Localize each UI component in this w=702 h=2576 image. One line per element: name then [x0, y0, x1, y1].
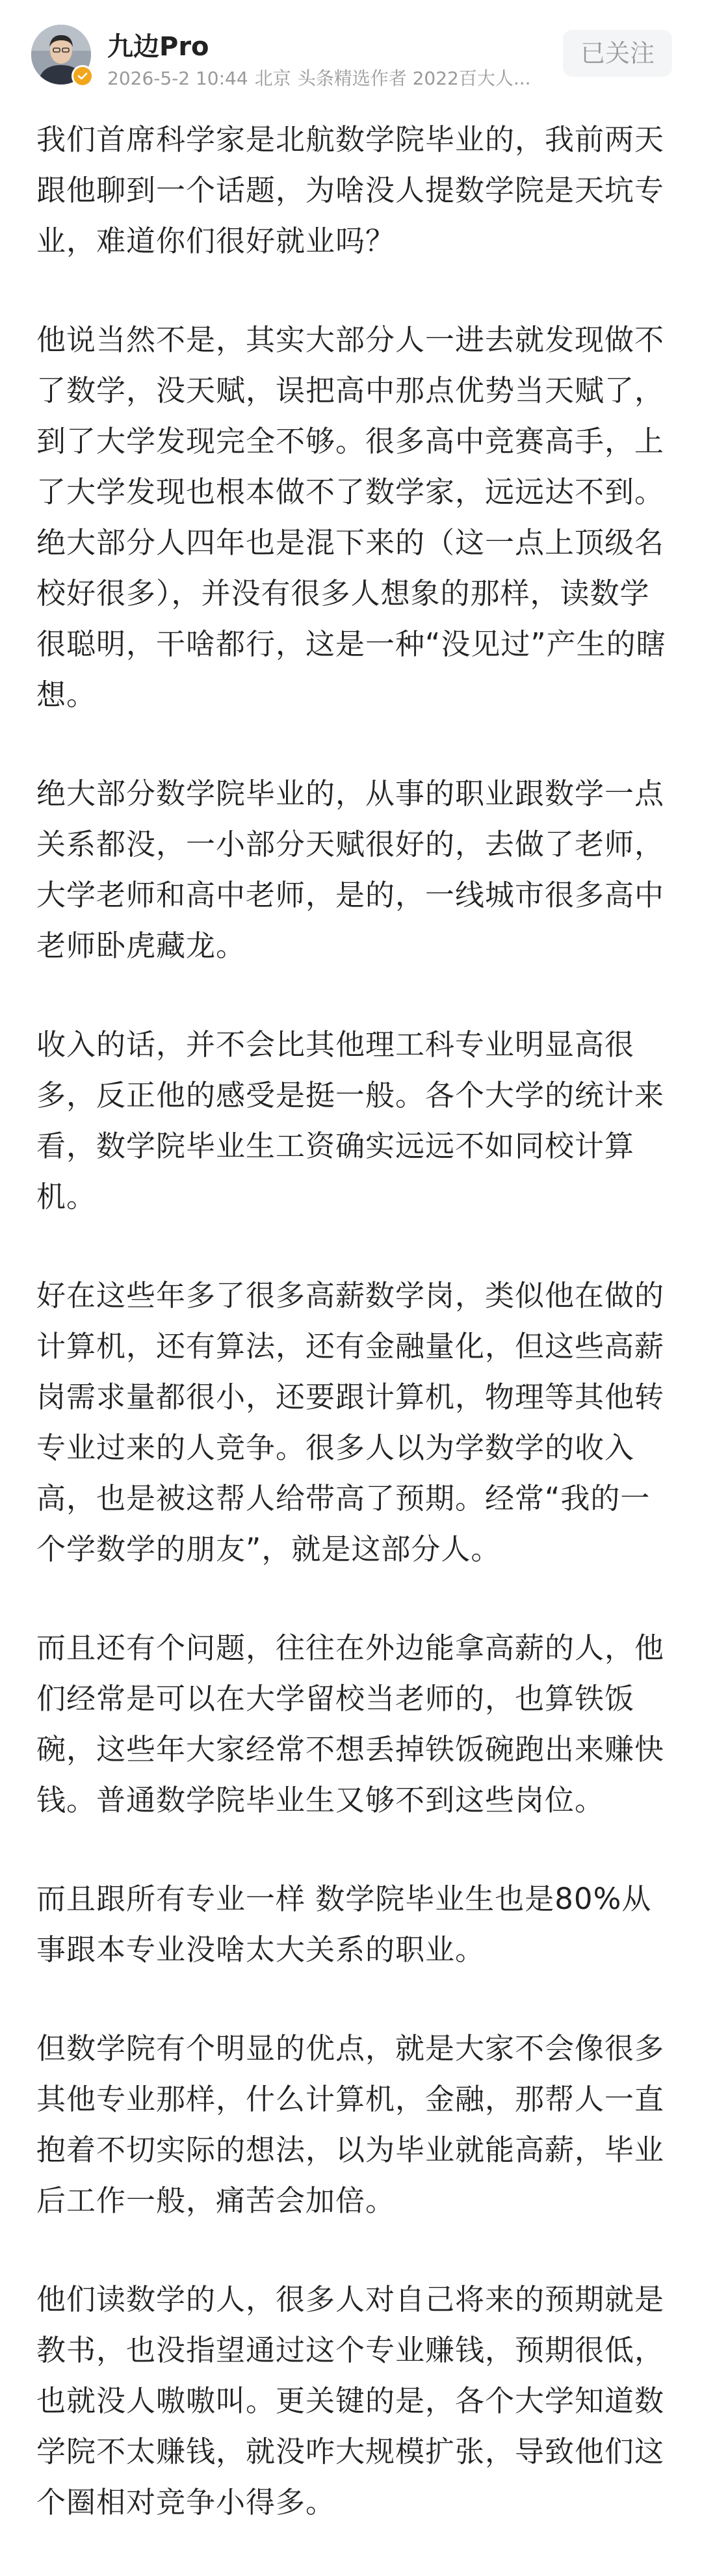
article-body: [36, 114, 673, 2576]
publish-datetime: 2026-5-2 10:44: [107, 68, 248, 89]
article-paragraph: 但数学院有个明显的优点，就是大家不会像很多其他专业那样，什么计算机，金融，那帮人一直抱着不切实际的想法，以为毕业就能高薪，毕业后工作一般，痛苦会加倍。: [36, 2031, 665, 2218]
article-paragraph: 而且跟所有专业一样 数学院毕业生也是80%从事跟本专业没啥太大关系的职业。: [36, 1882, 652, 1967]
author-name[interactable]: 九边Pro: [107, 32, 209, 62]
article-paragraph: 绝大部分数学院毕业的，从事的职业跟数学一点关系都没，一小部分天赋很好的，去做了老师，大学老师和高中老师，是的，一线城市很多高中老师卧虎藏龙。: [36, 776, 665, 963]
verified-badge-icon: [72, 65, 94, 87]
article-paragraph: 我们首席科学家是北航数学院毕业的，我前两天跟他聊到一个话题，为啥没人提数学院是天坑专业，难道你们很好就业吗？: [36, 122, 665, 258]
publish-location: 北京: [254, 68, 291, 89]
article-meta: [107, 68, 538, 90]
article-paragraph: 他们读数学的人，很多人对自己将来的预期就是教书，也没指望通过这个专业赚钱，预期很低，也就没人嗷嗷叫。更关键的是，各个大学知道数学院不太赚钱，就没咋大规模扩张，导致他们这个圈相对竞争小得多。: [36, 2282, 665, 2519]
article-paragraph: 而且还有个问题，往往在外边能拿高薪的人，他们经常是可以在大学留校当老师的，也算铁饭碗，这些年大家经常不想丢掉铁饭碗跑出来赚快钱。普通数学院毕业生又够不到这些岗位。: [36, 1631, 665, 1817]
article-paragraph: 他说当然不是，其实大部分人一进去就发现做不了数学，没天赋，误把高中那点优势当天赋了，到了大学发现完全不够。很多高中竞赛高手，上了大学发现也根本做不了数学家，远远达不到。绝大部分人四年也是混下来的（这一点上顶级名校好很多），并没有很多人想象的那样，读数学很聪明，干啥都行，这是一种“没见过”产生的瞎想。: [36, 322, 666, 712]
follow-button[interactable]: 已关注: [563, 30, 672, 77]
article-paragraph: 收入的话，并不会比其他理工科专业明显高很多，反正他的感受是挺一般。各个大学的统计来看，数学院毕业生工资确实远远不如同校计算机。: [36, 1027, 665, 1214]
author-title: 头条精选作者 2022百大人...: [297, 68, 531, 89]
article-paragraph: 好在这些年多了很多高薪数学岗，类似他在做的计算机，还有算法，还有金融量化，但这些高薪岗需求量都很小，还要跟计算机，物理等其他转专业过来的人竞争。很多人以为学数学的收入高，也是被这帮人给带高了预期。经常“我的一个学数学的朋友”，就是这部分人。: [36, 1278, 665, 1566]
article-header: [0, 0, 702, 94]
author-avatar[interactable]: [31, 25, 91, 85]
